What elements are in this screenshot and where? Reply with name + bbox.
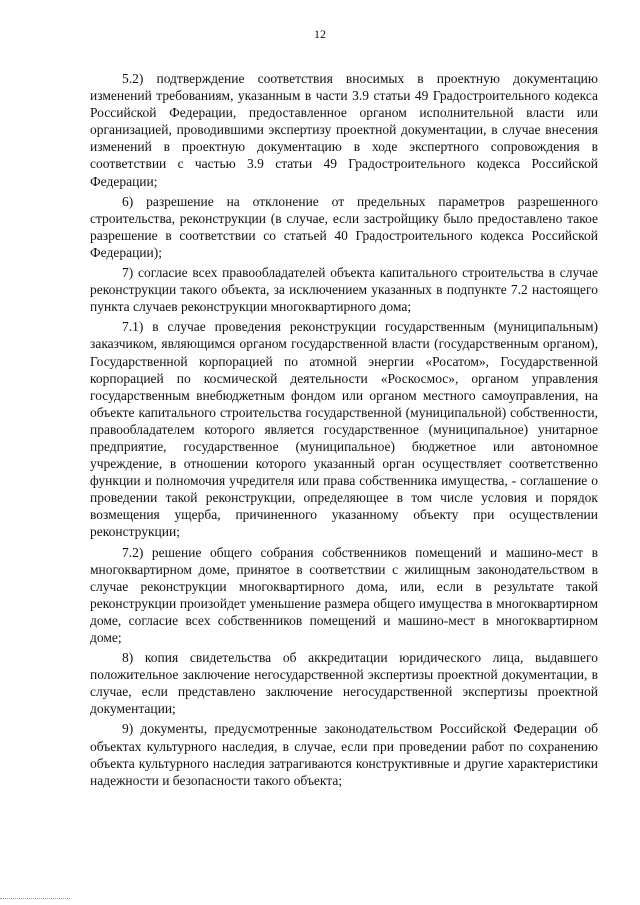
paragraph-8: 8) копия свидетельства об аккредитации юридического лица, выдавшего положительное заключение негосударственной экспертизы проектной документации, в случае, если представлено заключение негосударственной экспертизы проектной документации;	[90, 650, 598, 717]
paragraph-7: 7) согласие всех правообладателей объекта капитального строительства в случае реконструкции такого объекта, за исключением указанных в подпункте 7.2 настоящего пункта случаев реконструкции многоквартирного дома;	[90, 265, 598, 315]
paragraph-9: 9) документы, предусмотренные законодательством Российской Федерации об объектах культурного наследия, в случае, если при проведении работ по сохранению объекта культурного наследия затрагиваются конструктивные и другие характеристики надежности и безопасности такого объекта;	[90, 721, 598, 788]
paragraph-7-2: 7.2) решение общего собрания собственников помещений и машино-мест в многоквартирном доме, принятое в соответствии с жилищным законодательством в случае реконструкции многоквартирного дома, или, если в результате такой реконструкции произойдет уменьшение размера общего имущества в многоквартирном доме, согласие всех собственников помещений и машино-мест в многоквартирном доме;	[90, 544, 598, 645]
document-body	[90, 70, 598, 792]
page-number: 12	[314, 27, 326, 41]
paragraph-6: 6) разрешение на отклонение от предельных параметров разрешенного строительства, реконструкции (в случае, если застройщику было предоставлено такое разрешение в соответствии со статьей 40 Градостроительного кодекса Российской Федерации);	[90, 193, 598, 260]
scan-edge-mark	[0, 898, 70, 901]
paragraph-7-1: 7.1) в случае проведения реконструкции государственным (муниципальным) заказчиком, являющимся органом государственной власти (государственным органом), Государственной корпорацией по атомной энергии «Росатом», Государственной корпорацией по космической деятельности «Роскосмос», органом управления государственным внебюджетным фондом или органом местного самоуправления, на объекте капитального строительства государственной (муниципальной) собственности, правообладателем которого является государственное (муниципальное) унитарное предприятие, государственное (муниципальное) бюджетное или автономное учреждение, в отношении которого указанный орган осуществляет соответственно функции и полномочия учредителя или права собственника имущества, - соглашение о проведении такой реконструкции, определяющее в том числе условия и порядок возмещения ущерба, причиненного указанному объекту при осуществлении реконструкции;	[90, 319, 598, 540]
paragraph-5-2: 5.2) подтверждение соответствия вносимых в проектную документацию изменений требованиям, указанным в части 3.9 статьи 49 Градостроительного кодекса Российской Федерации, предоставленное органом исполнительной власти или организацией, проводившими экспертизу проектной документации, в случае внесения изменений в проектную документацию в ходе экспертного сопровождения в соответствии с частью 3.9 статьи 49 Градостроительного кодекса Российской Федерации;	[90, 71, 598, 189]
